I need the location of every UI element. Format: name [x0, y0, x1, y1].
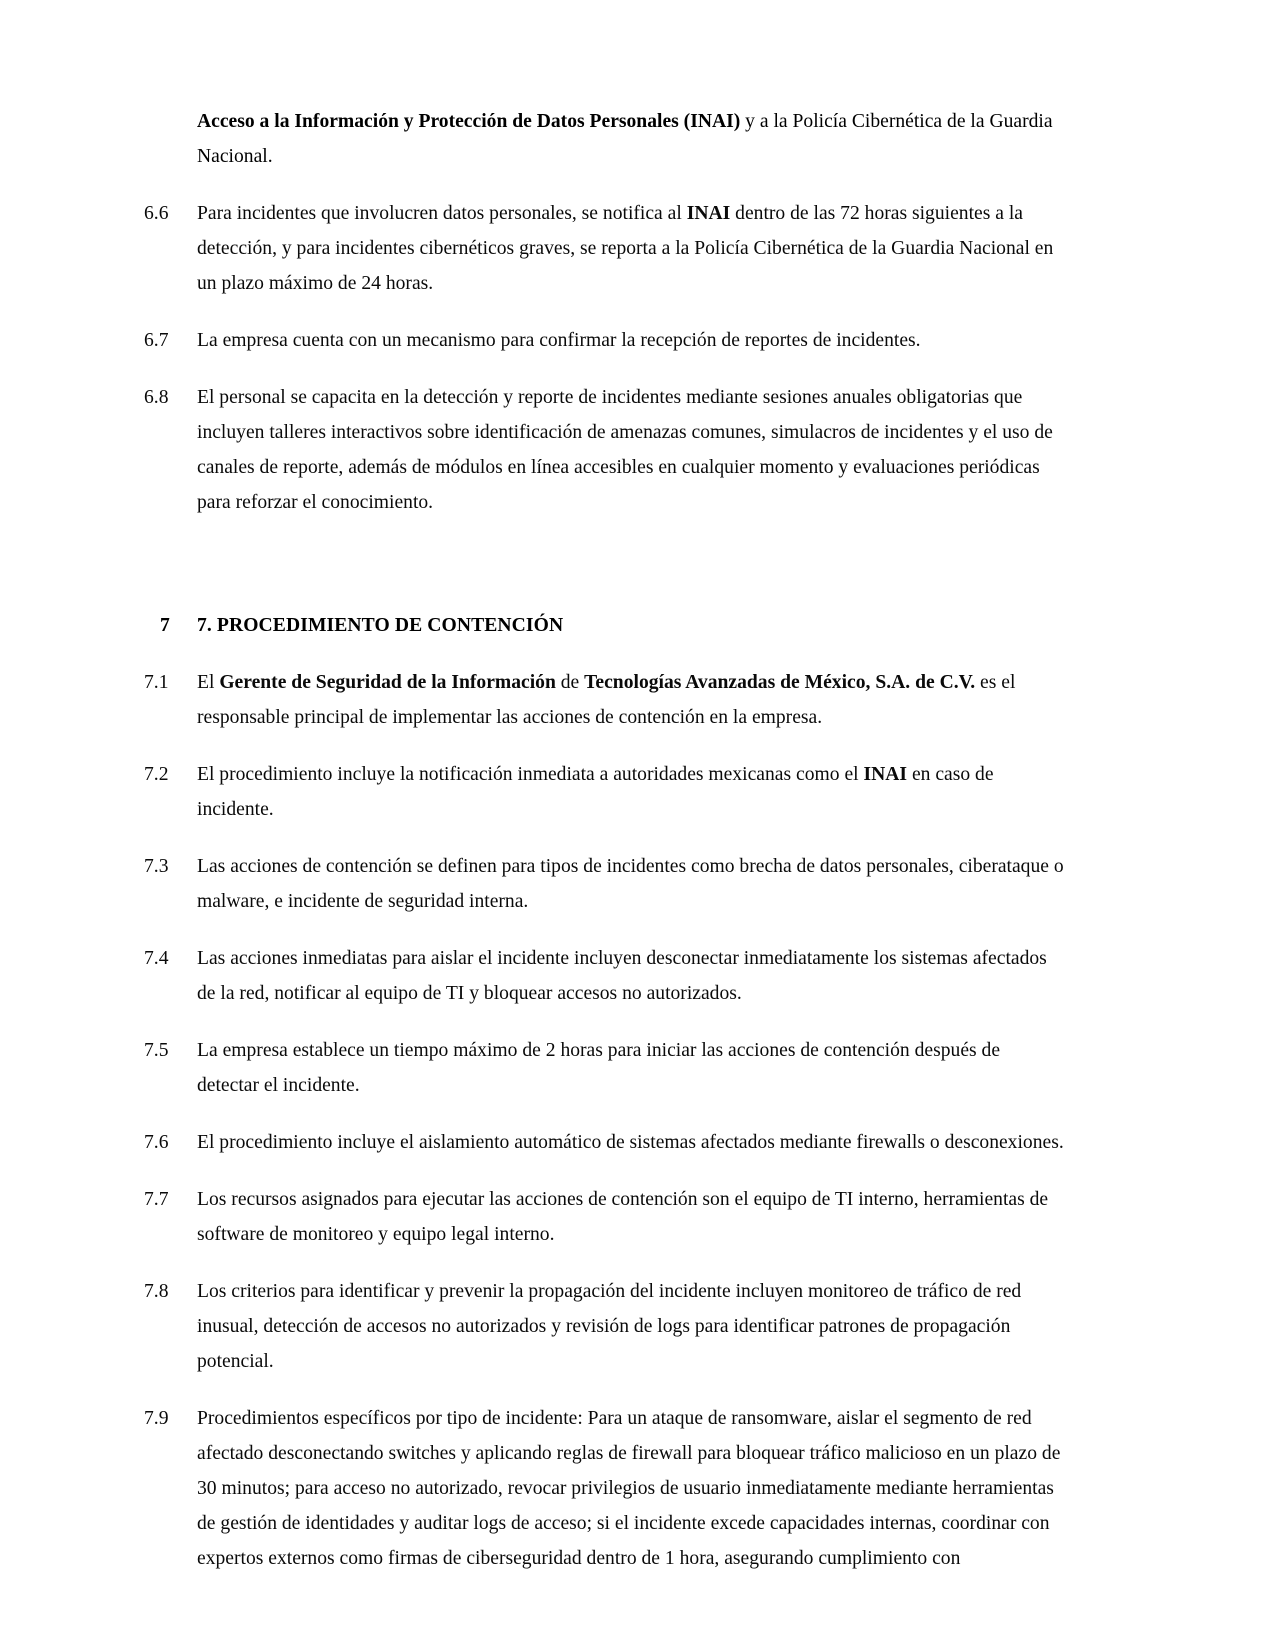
- clause-number: 7.6: [144, 1132, 169, 1153]
- body-text: en caso de incidente.: [197, 764, 994, 820]
- emphasis-text: Tecnologías Avanzadas de México, S.A. de C.V.: [584, 672, 976, 693]
- clause-body: [197, 1125, 1065, 1160]
- clause-7-5: [144, 1033, 1065, 1103]
- clause-number: 7.5: [144, 1040, 169, 1061]
- body-text: Los recursos asignados para ejecutar las acciones de contención son el equipo de TI interno, herramientas de software de monitoreo y equipo legal interno.: [197, 1189, 1049, 1245]
- section-heading-number: 7: [160, 615, 170, 636]
- clause-number: 6.7: [144, 330, 169, 351]
- clause-number: 7.8: [144, 1281, 169, 1302]
- clause-body: [197, 196, 1065, 301]
- body-text: Para incidentes que involucren datos personales, se notifica al: [197, 203, 687, 224]
- clause-body: [197, 323, 1065, 358]
- clause-7-4: [144, 941, 1065, 1011]
- body-text: Las acciones inmediatas para aislar el incidente incluyen desconectar inmediatamente los sistemas afectados de la red, notificar al equipo de TI y bloquear accesos no autorizados.: [197, 948, 1047, 1004]
- clause-7-3: [144, 849, 1065, 919]
- clause-7-9: [144, 1401, 1065, 1576]
- body-text: La empresa cuenta con un mecanismo para confirmar la recepción de reportes de incidentes.: [197, 330, 921, 351]
- body-text: El procedimiento incluye la notificación inmediata a autoridades mexicanas como el: [197, 764, 864, 785]
- clause-7-7: [144, 1182, 1065, 1252]
- clause-body: [197, 380, 1065, 520]
- body-text: dentro de las 72 horas siguientes a la detección, y para incidentes cibernéticos graves, se reporta a la Policía Cibernética de la Guardia Nacional en un plazo máximo de 24 horas.: [197, 203, 1054, 294]
- section-heading-7: [144, 608, 1065, 643]
- emphasis-text: INAI: [863, 764, 908, 785]
- clause-body: [197, 1033, 1065, 1103]
- clause-body: [197, 665, 1065, 735]
- paragraph-continuation-rest: y a la Policía Cibernética de la Guardia Nacional.: [197, 111, 1053, 167]
- body-text: La empresa establece un tiempo máximo de 2 horas para iniciar las acciones de contención después de detectar el incidente.: [197, 1040, 1001, 1096]
- body-text: Los criterios para identificar y prevenir la propagación del incidente incluyen monitoreo de tráfico de red inusual, detección de accesos no autorizados y revisión de logs para identificar patrones de propagación potencial.: [197, 1281, 1022, 1372]
- body-text: El: [197, 672, 220, 693]
- emphasis-text: INAI: [686, 203, 731, 224]
- clause-body: [197, 849, 1065, 919]
- clause-7-2: [144, 757, 1065, 827]
- section-heading-title: 7. PROCEDIMIENTO DE CONTENCIÓN: [197, 615, 564, 636]
- clause-body: [197, 757, 1065, 827]
- clause-number: 7.1: [144, 672, 169, 693]
- clause-number: 7.9: [144, 1408, 169, 1429]
- paragraph-continuation-bold-lead: Acceso a la Información y Protección de Datos Personales (INAI): [197, 111, 741, 132]
- clause-6-8: [144, 380, 1065, 520]
- paragraph-continuation: [144, 104, 1065, 174]
- body-text: de: [555, 672, 585, 693]
- clause-number: 7.2: [144, 764, 169, 785]
- section-spacer: [144, 542, 1065, 608]
- clause-6-6: [144, 196, 1065, 301]
- clause-7-6: [144, 1125, 1065, 1160]
- clause-7-1: [144, 665, 1065, 735]
- body-text: El personal se capacita en la detección y reporte de incidentes mediante sesiones anuales obligatorias que incluyen talleres interactivos sobre identificación de amenazas comunes, simulacros de incidentes y el uso de canales de reporte, además de módulos en línea accesibles en cualquier momento y evaluaciones periódicas para reforzar el conocimiento.: [197, 387, 1053, 513]
- body-text: es el responsable principal de implementar las acciones de contención en la empresa.: [197, 672, 1016, 728]
- clause-6-7: [144, 323, 1065, 358]
- body-text: Las acciones de contención se definen para tipos de incidentes como brecha de datos personales, ciberataque o malware, e incidente de seguridad interna.: [197, 856, 1064, 912]
- body-text: Procedimientos específicos por tipo de incidente: Para un ataque de ransomware, aislar el segmento de red afectado desconectando switches y aplicando reglas de firewall para bloquear tráfico malicioso en un plazo de 30 minutos; para acceso no autorizado, revocar privilegios de usuario inmediatamente mediante herramientas de gestión de identidades y auditar logs de acceso; si el incidente excede capacidades internas, coordinar con expertos externos como firmas de ciberseguridad dentro de 1 hora, asegurando cumplimiento con: [197, 1408, 1061, 1569]
- clause-body: [197, 1182, 1065, 1252]
- clause-number: 7.4: [144, 948, 169, 969]
- clause-7-8: [144, 1274, 1065, 1379]
- emphasis-text: Gerente de Seguridad de la Información: [219, 672, 556, 693]
- clause-body: [197, 941, 1065, 1011]
- clause-body: [197, 1274, 1065, 1379]
- clause-number: 7.7: [144, 1189, 169, 1210]
- body-text: El procedimiento incluye el aislamiento automático de sistemas afectados mediante firewalls o desconexiones.: [197, 1132, 1064, 1153]
- clause-number: 7.3: [144, 856, 169, 877]
- clause-body: [197, 1401, 1065, 1576]
- clause-number: 6.8: [144, 387, 169, 408]
- clause-number: 6.6: [144, 203, 169, 224]
